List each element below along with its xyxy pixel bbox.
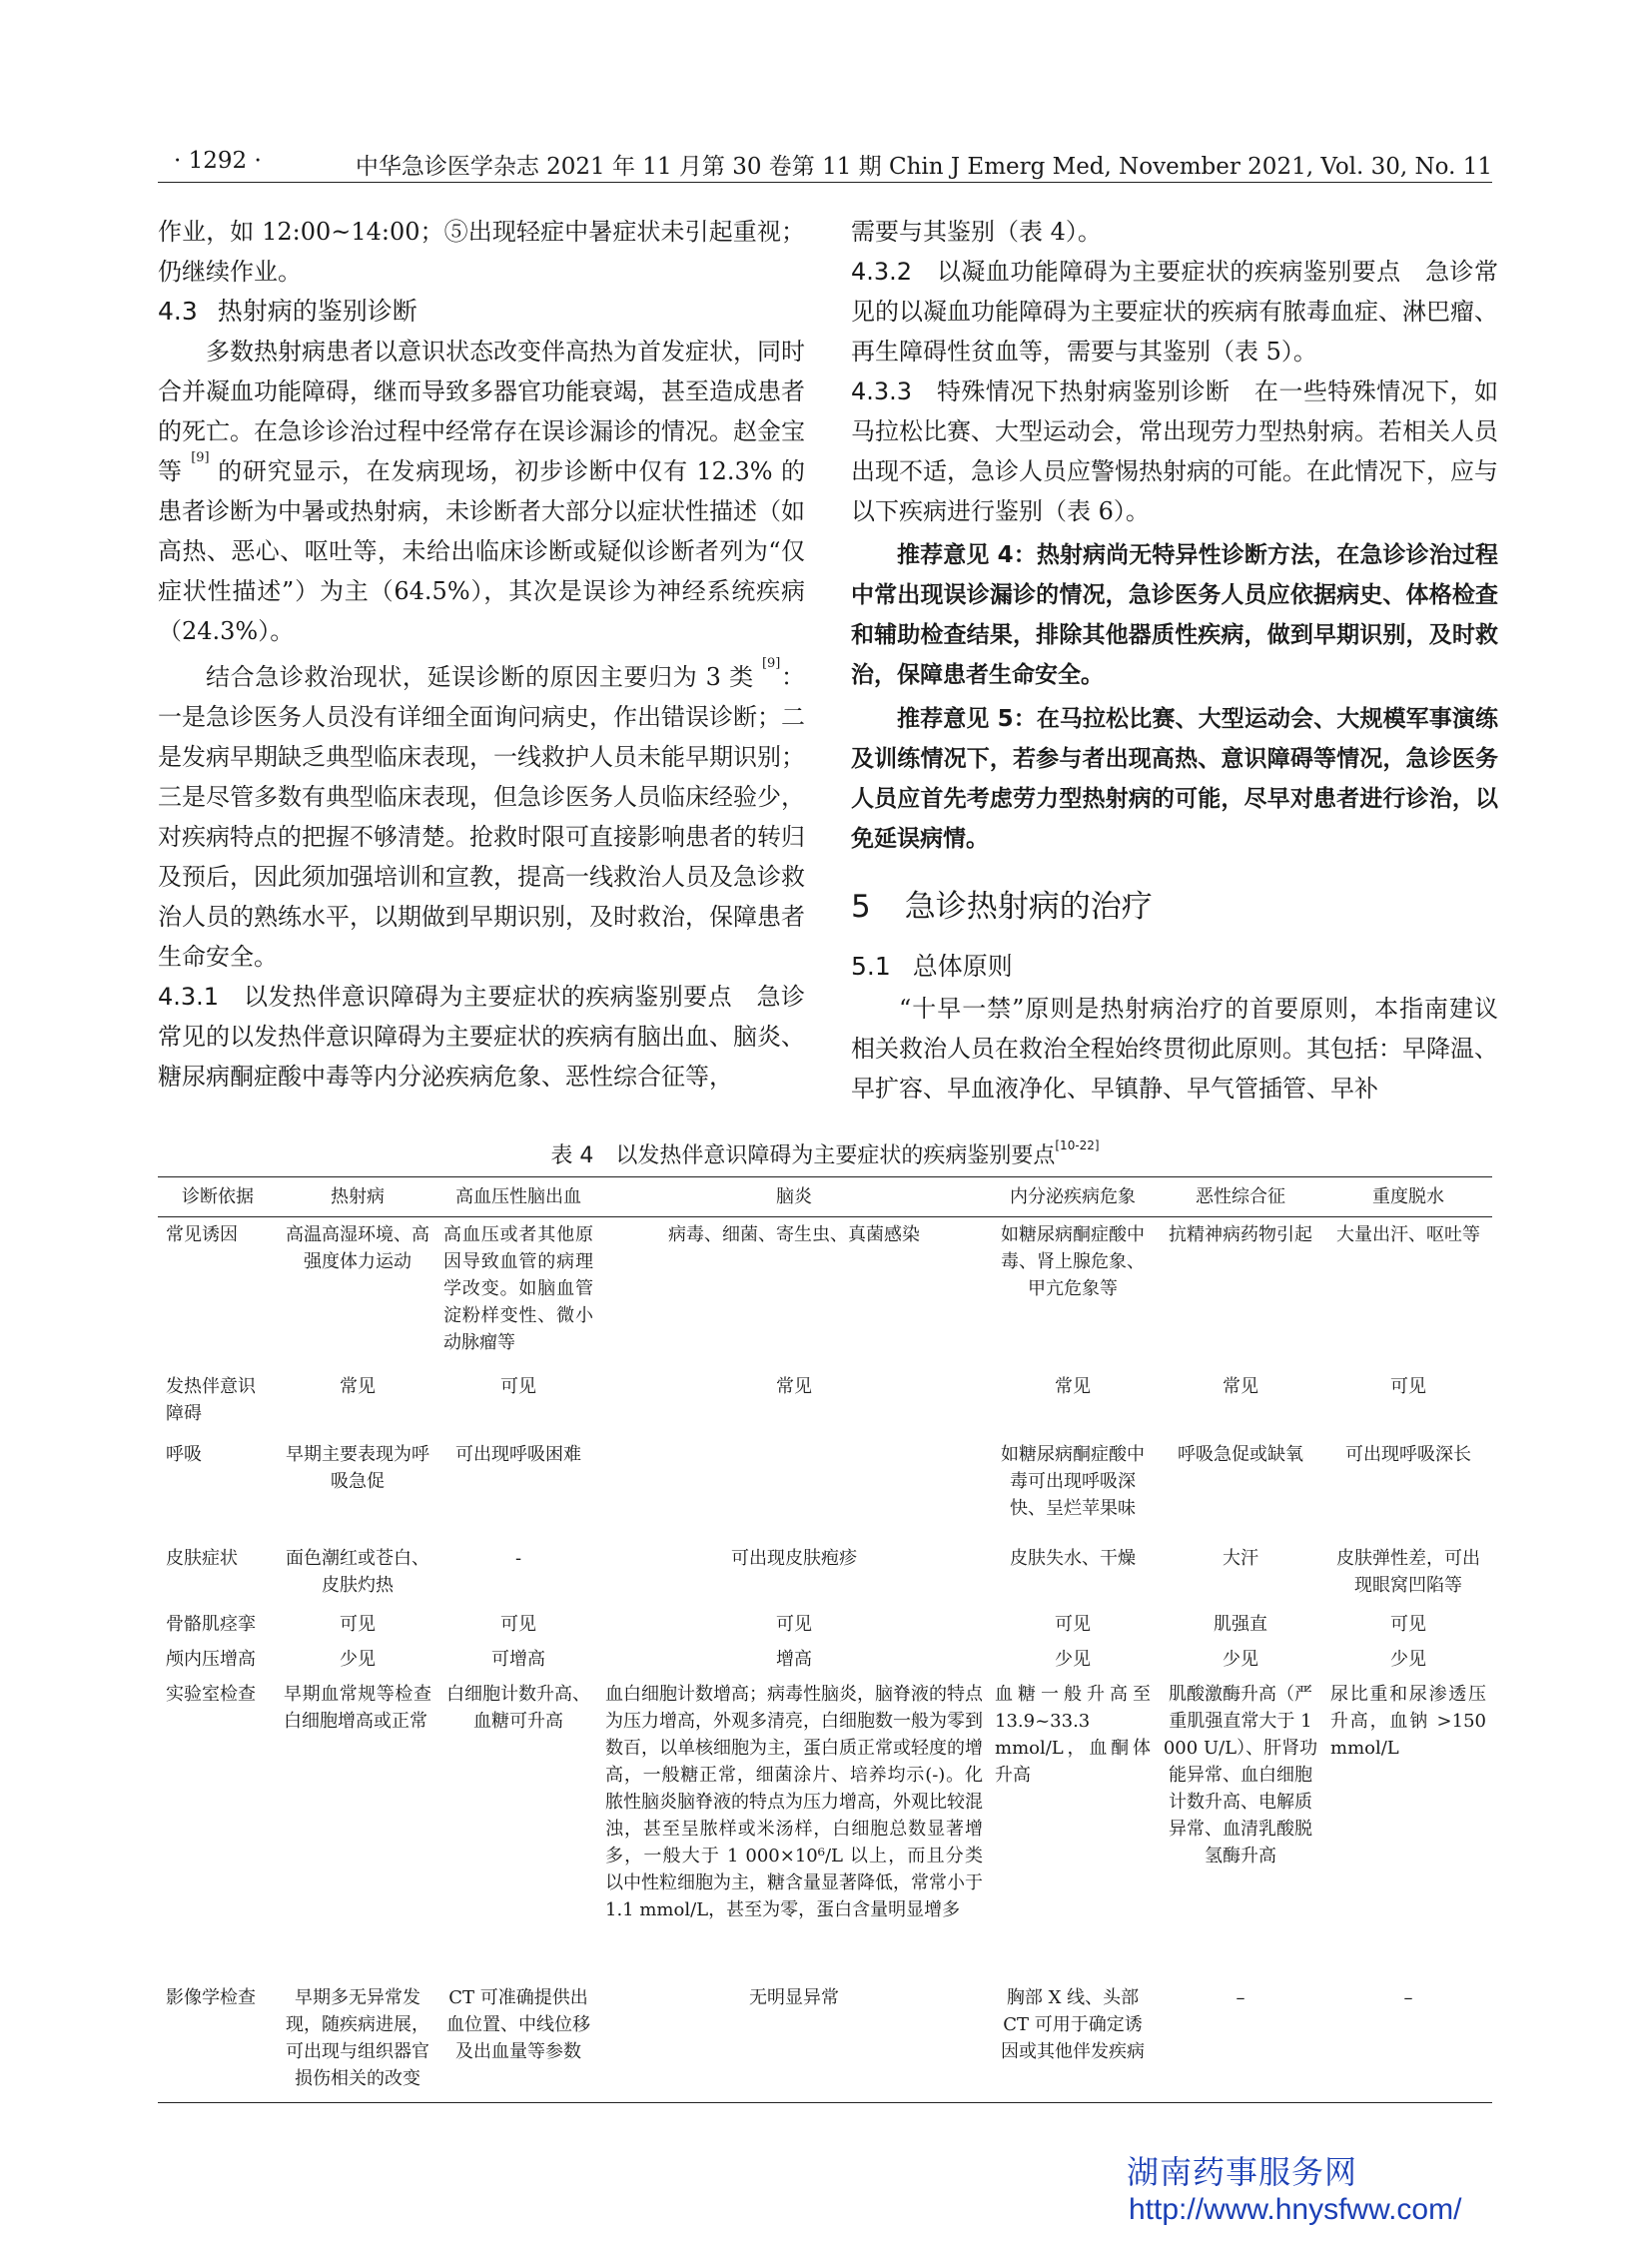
paragraph-continuation: 需要与其鉴别（表 4）。 (851, 218, 1102, 246)
recommendation-5: 推荐意见 5：在马拉松比赛、大型运动会、大规模军事演练及训练情况下，若参与者出现高热、意识障碍等情况，急诊医务人员应首先考虑劳力型热射病的可能，尽早对患者进行诊治，以免延误病情。 (851, 706, 1498, 852)
subsection-4-3-2 (851, 252, 1498, 372)
text: 的研究显示，在发病现场，初步诊断中仅有 12.3% 的患者诊断为中暑或热射病，未诊断者大部分以症状性描述（如高热、恶心、呕吐等，未给出临床诊断或疑似诊断者列为“仅症状性描述”）为主（64.5%），其次是误诊为神经系统疾病（24.3%）。 (158, 457, 806, 645)
table-cell: 血白细胞计数增高；病毒性脑炎，脑脊液的特点为压力增高，外观多清亮，白细胞数一般为零到数百，以单核细胞为主，蛋白质正常或轻度的增高，一般糖正常，细菌涂片、培养均示(-)。化脓性脑炎脑脊液的特点为压力增高，外观比较混浊，甚至呈脓样或米汤样，白细胞总数显著增多，一般大于 1 000×10⁶/L 以上，而且分类以中性粒细胞为主，糖含量显著降低，常常小于 1.1 mmol/L，甚至为零，蛋白含量明显增多 (605, 1683, 983, 1920)
table-cell: 可出现呼吸困难 (455, 1443, 581, 1465)
table-cell: – (1324, 1980, 1492, 2103)
watermark-site-name: 湖南药事服务网 (1127, 2153, 1358, 2191)
subsection-title: 4.3.3 特殊情况下热射病鉴别诊断 (851, 377, 1231, 405)
table-cell: 可见 (500, 1613, 536, 1635)
table-row (158, 1437, 1492, 1541)
table-row (158, 1980, 1492, 2103)
caption-text: 表 4 以发热伴意识障碍为主要症状的疾病鉴别要点 (550, 1143, 1056, 1168)
section-title: 急诊热射病的治疗 (904, 889, 1153, 925)
table-row (158, 1607, 1492, 1642)
table-cell: 面色潮红或苍白、皮肤灼热 (286, 1547, 429, 1596)
subsection-4-3-3 (851, 372, 1498, 531)
table-cell: 发热伴意识障碍 (166, 1375, 256, 1424)
table-cell: CT 可准确提供出血位置、中线位移及出血量等参数 (437, 1980, 599, 2103)
table-row (158, 1217, 1492, 1369)
column-header: 重度脱水 (1324, 1177, 1492, 1217)
table-cell: 病毒、细菌、寄生虫、真菌感染 (668, 1224, 920, 1245)
table-cell: 如糖尿病酮症酸中毒、肾上腺危象、甲亢危象等 (1001, 1224, 1145, 1299)
column-header: 热射病 (278, 1177, 437, 1217)
right-column (851, 212, 1498, 1109)
table-row (158, 1677, 1492, 1980)
table-cell: 尿比重和尿渗透压升高，血钠 >150 mmol/L (1330, 1683, 1486, 1759)
table-cell: 少见 (1223, 1648, 1258, 1670)
table-cell: 高血压或者其他原因导致血管的病理学改变。如脑血管淀粉样变性、微小动脉瘤等 (443, 1224, 593, 1353)
table-row (158, 1369, 1492, 1437)
table-cell: 可见 (500, 1375, 536, 1397)
table-cell: 血糖一般升高至 13.9~33.3 mmol/L，血酮体升高 (995, 1683, 1151, 1786)
text: ：一是急诊医务人员没有详细全面询问病史，作出错误诊断；二是发病早期缺乏典型临床表现，一线救护人员未能早期识别；三是尽管多数有典型临床表现，但急诊医务人员临床经验少，对疾病特点的把握不够清楚。抢救时限可直接影响患者的转归及预后，因此须加强培训和宣教，提高一线救治人员及急诊救治人员的熟练水平，以期做到早期识别，及时救治，保障患者生命安全。 (158, 663, 805, 971)
table-cell: 可增高 (491, 1648, 545, 1670)
table-cell: – (1157, 1980, 1324, 2103)
table-row (158, 1642, 1492, 1677)
table-cell: 常见 (340, 1375, 376, 1397)
table-header-row (158, 1177, 1492, 1217)
table-cell: 肌强直 (1214, 1613, 1267, 1635)
table-cell: 常见 (1223, 1375, 1258, 1397)
citation: [10-22] (1055, 1138, 1100, 1152)
table-cell: 常见诱因 (166, 1224, 238, 1245)
table-cell: 可见 (340, 1613, 376, 1635)
paragraph (158, 332, 805, 651)
table-cell: 如糖尿病酮症酸中毒可出现呼吸深快、呈烂苹果味 (1001, 1443, 1145, 1519)
paragraph (158, 657, 805, 977)
paragraph: “十早一禁”原则是热射病治疗的首要原则，本指南建议相关救治人员在救治全程始终贯彻此原则。其包括：早降温、早扩容、早血液净化、早镇静、早气管插管、早补 (851, 995, 1498, 1103)
table-cell: 可出现皮肤疱疹 (731, 1547, 857, 1569)
table-caption (158, 1138, 1492, 1169)
table-4 (158, 1176, 1492, 2103)
column-header: 内分泌疾病危象 (989, 1177, 1157, 1217)
table-cell: 大量出汗、呕吐等 (1336, 1224, 1480, 1245)
table-cell: 高温高湿环境、高强度体力运动 (286, 1224, 429, 1272)
table-cell: 早期血常规等检查白细胞增高或正常 (284, 1683, 431, 1732)
table-cell: 早期主要表现为呼吸急促 (286, 1443, 429, 1492)
section-number: 5.1 (851, 952, 891, 981)
table-cell: 骨骼肌痉挛 (166, 1613, 256, 1635)
citation: [9] (761, 656, 781, 671)
table-cell: 皮肤失水、干燥 (1010, 1547, 1136, 1569)
column-header: 恶性综合征 (1157, 1177, 1324, 1217)
section-number: 4.3 (158, 297, 198, 326)
table-cell: 可见 (1055, 1613, 1091, 1635)
table-cell: 皮肤弹性差，可出现眼窝凹陷等 (1336, 1547, 1480, 1596)
column-header: 诊断依据 (158, 1177, 278, 1217)
subsection-title: 4.3.2 以凝血功能障碍为主要症状的疾病鉴别要点 (851, 258, 1401, 286)
paragraph-continuation: 作业，如 12:00~14:00；⑤出现轻症中暑症状未引起重视；仍继续作业。 (158, 218, 805, 286)
table-cell: 实验室检查 (166, 1683, 256, 1705)
table-cell: 早期多无异常发现，随疾病进展，可出现与组织器官损伤相关的改变 (278, 1980, 437, 2103)
recommendation-4: 推荐意见 4：热射病尚无特异性诊断方法，在急诊诊治过程中常出现误诊漏诊的情况，急诊医务人员应依据病史、体格检查和辅助检查结果，排除其他器质性疾病，做到早期识别，及时救治，保障患者生命安全。 (851, 542, 1498, 688)
table-cell: 少见 (1055, 1648, 1091, 1670)
table-cell: 抗精神病药物引起 (1169, 1224, 1312, 1245)
text: 急诊常见的以发热伴意识障碍为主要症状的疾病有脑出血、脑炎、糖尿病酮症酸中毒等内分泌疾病危象、恶性综合征等， (158, 983, 806, 1091)
table-cell: 可见 (776, 1613, 812, 1635)
section-heading-4-3 (158, 292, 805, 332)
column-header: 高血压性脑出血 (437, 1177, 599, 1217)
table-cell: 颅内压增高 (166, 1648, 256, 1670)
table-cell: 呼吸 (166, 1443, 202, 1465)
text: 急诊常见的以凝血功能障碍为主要症状的疾病有脓毒血症、淋巴瘤、再生障碍性贫血等，需要与其鉴别（表 5）。 (851, 258, 1499, 366)
table-cell: 少见 (340, 1648, 376, 1670)
table-cell (599, 1437, 989, 1541)
watermark-url[interactable]: http://www.hnysfww.com/ (1129, 2193, 1462, 2226)
table-cell: 可见 (1390, 1375, 1426, 1397)
section-number: 5 (851, 889, 871, 925)
text: 多数热射病患者以意识状态改变伴高热为首发症状，同时合并凝血功能障碍，继而导致多器官功能衰竭，甚至造成患者的死亡。在急诊诊治过程中经常存在误诊漏诊的情况。赵金宝等 (158, 338, 805, 485)
section-heading-5-1 (851, 947, 1498, 987)
table-cell: 白细胞计数升高、血糖可升高 (446, 1683, 590, 1732)
section-title: 总体原则 (912, 952, 1013, 981)
table-cell: 肌酸激酶升高（严重肌强直常大于 1 000 U/L）、肝肾功能异常、血白细胞计数升高、电解质异常、血清乳酸脱氢酶升高 (1163, 1683, 1318, 1867)
column-header: 脑炎 (599, 1177, 989, 1217)
text: 结合急诊救治现状，延误诊断的原因主要归为 3 类 (206, 663, 754, 691)
journal-citation: 中华急诊医学杂志 2021 年 11 月第 30 卷第 11 期 Chin J Emerg Med, November 2021, Vol. 30, No. 11 (355, 154, 1492, 180)
subsection-4-3-1 (158, 977, 805, 1097)
table-cell: 常见 (1055, 1375, 1091, 1397)
text: 在一些特殊情况下，如马拉松比赛、大型运动会，常出现劳力型热射病。若相关人员出现不适，急诊人员应警惕热射病的可能。在此情况下，应与以下疾病进行鉴别（表 6）。 (851, 377, 1499, 525)
table-cell: - (514, 1547, 522, 1569)
subsection-title: 4.3.1 以发热伴意识障碍为主要症状的疾病鉴别要点 (158, 983, 733, 1011)
citation: [9] (191, 450, 210, 465)
table-cell: 皮肤症状 (166, 1547, 238, 1569)
table-cell: 可见 (1390, 1613, 1426, 1635)
section-title: 热射病的鉴别诊断 (217, 297, 417, 326)
table-cell: 无明显异常 (599, 1980, 989, 2103)
table-row (158, 1541, 1492, 1607)
table-cell: 增高 (776, 1648, 812, 1670)
section-heading-5 (851, 881, 1498, 933)
page-number: · 1292 · (174, 148, 262, 174)
table-cell: 可出现呼吸深长 (1345, 1443, 1471, 1465)
table-cell: 呼吸急促或缺氧 (1178, 1443, 1303, 1465)
table-cell: 大汗 (1223, 1547, 1258, 1569)
table-cell: 少见 (1390, 1648, 1426, 1670)
left-column (158, 212, 805, 1097)
table-cell: 胸部 X 线、头部 CT 可用于确定诱因或其他伴发疾病 (989, 1980, 1157, 2103)
running-header (158, 138, 1492, 183)
table-cell: 常见 (776, 1375, 812, 1397)
table-cell: 影像学检查 (158, 1980, 278, 2103)
